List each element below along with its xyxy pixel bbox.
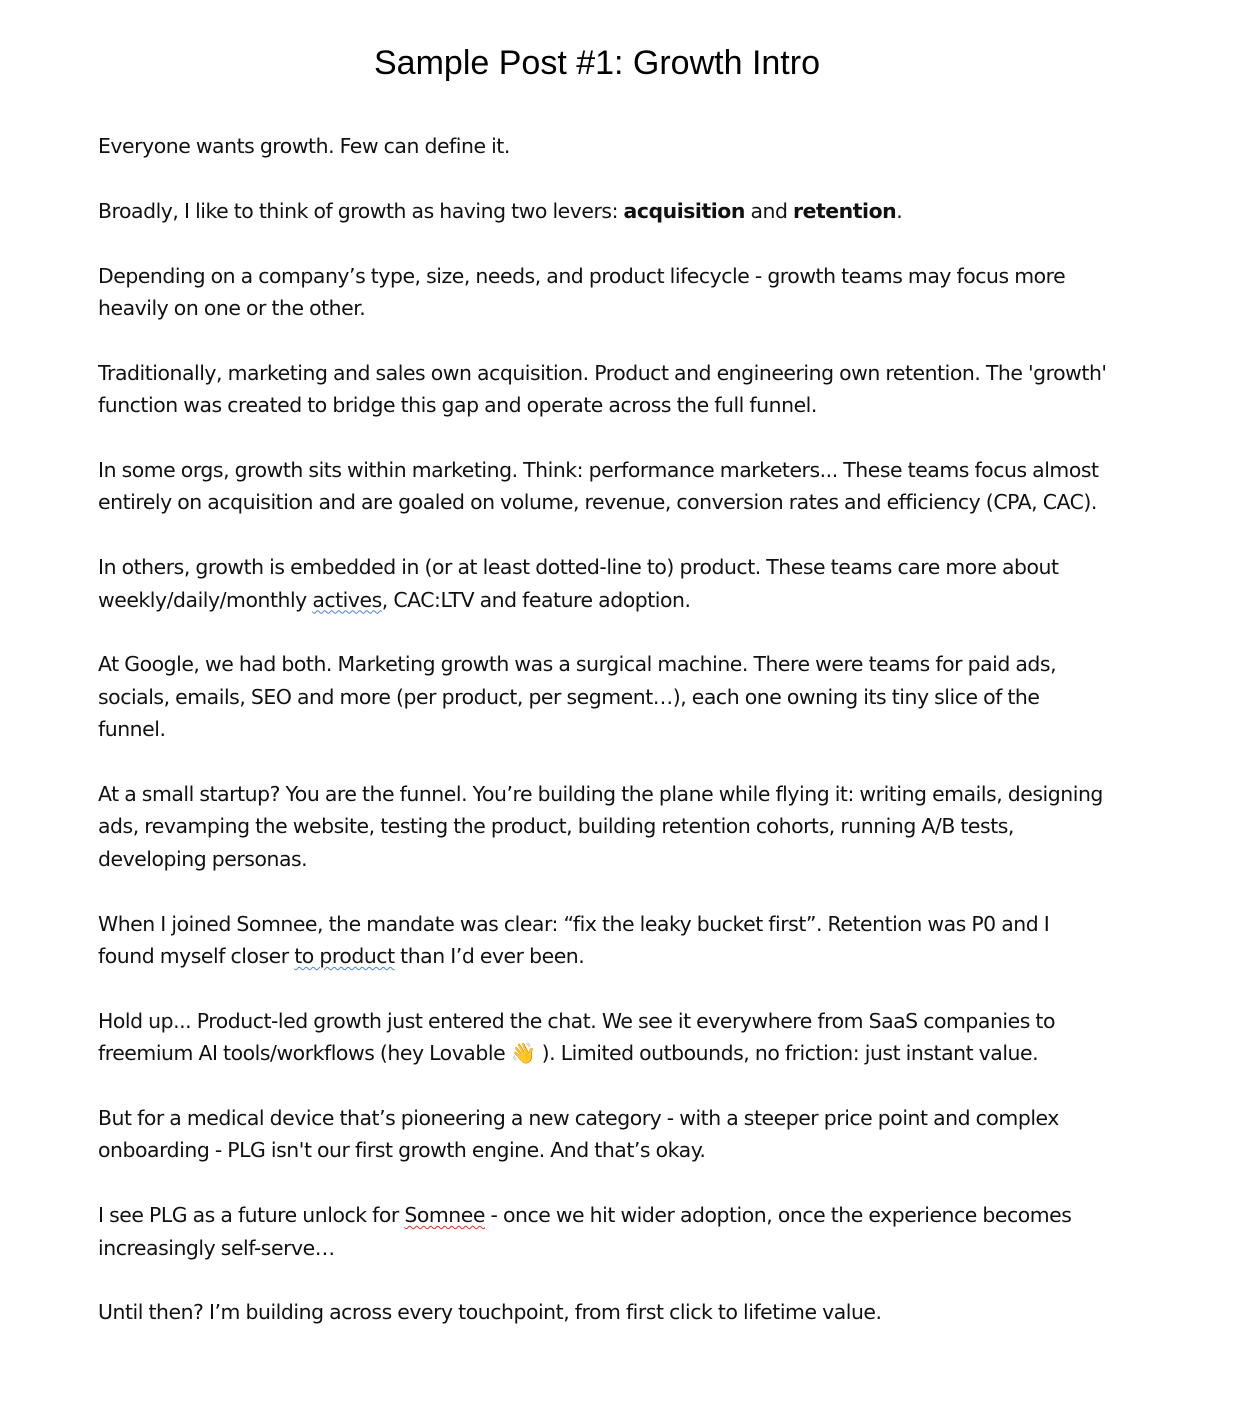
bold-acquisition: acquisition xyxy=(623,198,745,223)
spelling-flag-somnee[interactable]: Somnee xyxy=(404,1203,485,1228)
paragraph-7: At Google, we had both. Marketing growth was a surgical machine. There were teams for paid ads, socials, emails, SEO and more (per product, per segment…), each one owning its tiny slice of the funnel. xyxy=(98,652,1057,742)
paragraph-gap xyxy=(98,519,1108,551)
paragraph-gap xyxy=(98,324,1108,356)
paragraph-1: Everyone wants growth. Few can define it. xyxy=(98,134,510,158)
paragraph-8: At a small startup? You are the funnel. You’re building the plane while flying it: writing emails, designing ads, revamping the website, testing the product, building retention cohorts, running A/B tests, developing personas. xyxy=(98,782,1103,871)
paragraph-gap xyxy=(98,746,1108,778)
paragraph-gap xyxy=(98,875,1108,907)
paragraph-11: But for a medical device that’s pioneering a new category - with a steeper price point and complex onboarding - PLG isn't our first growth engine. And that’s okay. xyxy=(98,1106,1059,1163)
paragraph-gap xyxy=(98,616,1108,648)
paragraph-6-text: , CAC:LTV and feature adoption. xyxy=(381,587,691,612)
grammar-flag-to-product[interactable]: to product xyxy=(294,944,395,969)
paragraph-2-text: . xyxy=(896,198,903,223)
paragraph-12-text: - once we hit wider adoption, once the experience becomes increasingly self-serve… xyxy=(98,1203,1072,1260)
paragraph-4: Traditionally, marketing and sales own acquisition. Product and engineering own retention. The 'growth' function was created to bridge this gap and operate across the full funnel. xyxy=(98,360,1107,418)
paragraph-gap xyxy=(98,227,1108,259)
paragraph-2-text: and xyxy=(744,198,794,223)
paragraph-9-text: than I’d ever been. xyxy=(394,944,585,969)
paragraph-gap xyxy=(98,1264,1108,1296)
paragraph-10-text: ). Limited outbounds, no friction: just instant value. xyxy=(536,1041,1039,1066)
paragraph-12-text: I see PLG as a future unlock for xyxy=(98,1203,405,1228)
paragraph-2 xyxy=(98,195,1108,227)
paragraph-5: In some orgs, growth sits within marketing. Think: performance marketers... These teams focus almost entirely on acquisition and are goaled on volume, revenue, conversion rates and efficiency (CPA, CAC). xyxy=(98,458,1099,515)
paragraph-gap xyxy=(98,1167,1108,1199)
paragraph-9 xyxy=(98,908,1108,973)
paragraph-13: Until then? I’m building across every touchpoint, from first click to lifetime value. xyxy=(98,1300,882,1325)
waving-hand-icon: 👋 xyxy=(510,1041,537,1066)
grammar-flag-actives[interactable]: actives xyxy=(312,587,382,612)
paragraph-2-text: Broadly, I like to think of growth as having two levers: xyxy=(98,198,624,223)
paragraph-6 xyxy=(98,551,1108,616)
paragraph-12 xyxy=(98,1199,1108,1264)
paragraph-3: Depending on a company’s type, size, needs, and product lifecycle - growth teams may focus more heavily on one or the other. xyxy=(98,263,1066,320)
paragraph-10-text: Hold up... Product-led growth just entered the chat. We see it everywhere from SaaS companies to freemium AI tools/workflows (hey Lovable xyxy=(98,1008,1056,1066)
paragraph-gap xyxy=(98,972,1108,1004)
paragraph-9-text: When I joined Somnee, the mandate was clear: “fix the leaky bucket first”. Retention was P0 and I found myself closer xyxy=(98,911,1050,969)
paragraph-gap xyxy=(98,162,1108,194)
paragraph-10 xyxy=(98,1005,1108,1070)
document-title: Sample Post #1: Growth Intro xyxy=(374,44,820,82)
paragraph-gap xyxy=(98,1070,1108,1102)
bold-retention: retention xyxy=(793,198,897,223)
paragraph-6-text: In others, growth is embedded in (or at least dotted-line to) product. These teams care more about weekly/daily/monthly xyxy=(98,555,1059,612)
paragraph-gap xyxy=(98,422,1108,454)
document-body[interactable] xyxy=(98,130,1108,1329)
